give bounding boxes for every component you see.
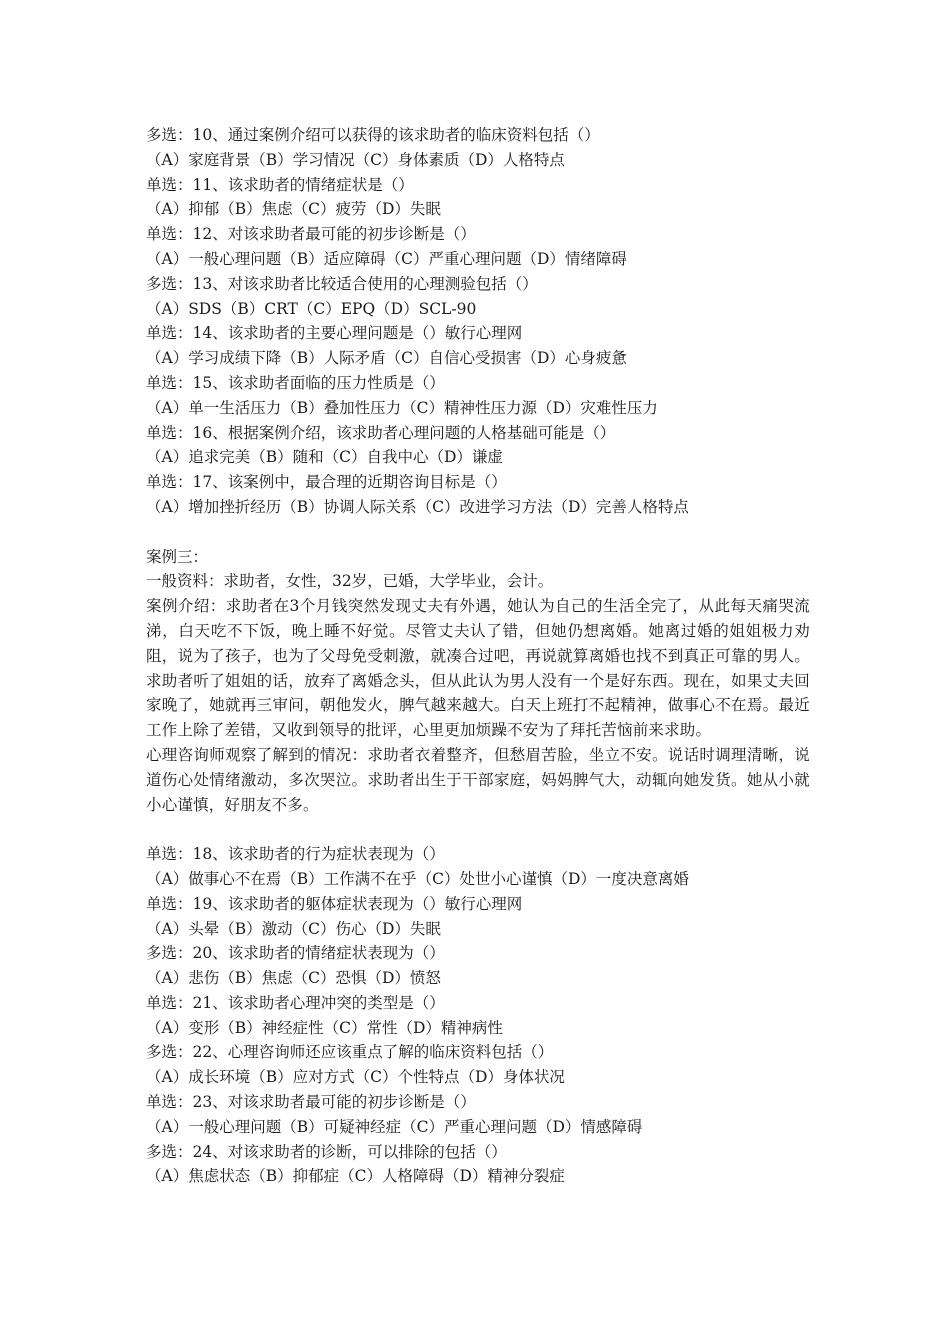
options-20: （A）悲伤（B）焦虑（C）恐惧（D）愤怒 — [146, 969, 441, 988]
question-24: 多选：24、对该求助者的诊断，可以排除的包括（） — [146, 1142, 507, 1161]
options-11: （A）抑郁（B）焦虑（C）疲劳（D）失眠 — [146, 200, 441, 219]
question-block-10-17 — [146, 123, 810, 520]
question-14: 单选：14、该求助者的主要心理问题是（）敏行心理网 — [146, 324, 523, 343]
blank-line — [146, 817, 810, 842]
options-19: （A）头晕（B）激动（C）伤心（D）失眠 — [146, 919, 441, 938]
question-17: 单选：17、该案例中，最合理的近期咨询目标是（） — [146, 473, 507, 492]
options-15: （A）单一生活压力（B）叠加性压力（C）精神性压力源（D）灾难性压力 — [146, 398, 658, 417]
document-body — [146, 123, 810, 1189]
question-21: 单选：21、该求助者心理冲突的类型是（） — [146, 993, 445, 1012]
case-three — [146, 545, 810, 818]
options-13: （A）SDS（B）CRT（C）EPQ（D）SCL-90 — [146, 299, 477, 318]
question-10: 多选：10、通过案例介绍可以获得的该求助者的临床资料包括（） — [146, 126, 600, 144]
question-18: 单选：18、该求助者的行为症状表现为（） — [146, 845, 445, 864]
question-block-18-24 — [146, 842, 810, 1189]
case-observation-paragraph: 心理咨询师观察了解到的情况：求助者衣着整齐，但愁眉苦脸，坐立不安。说话时调理清晰，说道伤心处情绪激动，多次哭泣。求助者出生于干部家庭，妈妈脾气大，动辄向她发货。她从小就小心谨慎，好朋友不多。 — [146, 745, 810, 814]
case-title: 案例三： — [146, 547, 209, 566]
case-general-info: 一般资料：求助者，女性，32岁，已婚，大学毕业，会计。 — [146, 572, 554, 591]
options-18: （A）做事心不在焉（B）工作满不在乎（C）处世小心谨慎（D）一度决意离婚 — [146, 869, 689, 888]
options-23: （A）一般心理问题（B）可疑神经症（C）严重心理问题（D）情感障碍 — [146, 1117, 643, 1136]
question-20: 多选：20、该求助者的情绪症状表现为（） — [146, 944, 445, 963]
options-12: （A）一般心理问题（B）适应障碍（C）严重心理问题（D）情绪障碍 — [146, 249, 627, 268]
options-22: （A）成长环境（B）应对方式（C）个性特点（D）身体状况 — [146, 1068, 565, 1087]
question-11: 单选：11、该求助者的情绪症状是（） — [146, 175, 414, 194]
blank-line — [146, 520, 810, 545]
case-intro-paragraph: 案例介绍：求助者在3个月钱突然发现丈夫有外遇，她认为自己的生活全完了，从此每天痛哭流涕，白天吃不下饭，晚上睡不好觉。尽管丈夫认了错，但她仍想离婚。她离过婚的姐姐极力劝阻，说为了孩子，也为了父母免受刺激，就凑合过吧，再说就算离婚也找不到真正可靠的男人。求助者听了姐姐的话，放弃了离婚念头，但从此认为男人没有一个是好东西。现在，如果丈夫回家晚了，她就再三审问，朝他发火，脾气越来越大。白天上班打不起精神，做事心不在焉。最近工作上除了差错，又收到领导的批评，心里更加烦躁不安为了拜托苦恼前来求助。 — [146, 597, 810, 740]
question-16: 单选：16、根据案例介绍，该求助者心理问题的人格基础可能是（） — [146, 423, 616, 442]
options-10: （A）家庭背景（B）学习情况（C）身体素质（D）人格特点 — [146, 150, 565, 169]
options-14: （A）学习成绩下降（B）人际矛盾（C）自信心受损害（D）心身疲惫 — [146, 349, 627, 368]
options-16: （A）追求完美（B）随和（C）自我中心（D）谦虚 — [146, 448, 503, 467]
options-24: （A）焦虑状态（B）抑郁症（C）人格障碍（D）精神分裂症 — [146, 1167, 565, 1186]
options-21: （A）变形（B）神经症性（C）常性（D）精神病性 — [146, 1018, 503, 1037]
question-23: 单选：23、对该求助者最可能的初步诊断是（） — [146, 1093, 476, 1112]
question-22: 多选：22、心理咨询师还应该重点了解的临床资料包括（） — [146, 1043, 554, 1062]
question-12: 单选：12、对该求助者最可能的初步诊断是（） — [146, 225, 476, 244]
question-19: 单选：19、该求助者的躯体症状表现为（）敏行心理网 — [146, 894, 523, 913]
options-17: （A）增加挫折经历（B）协调人际关系（C）改进学习方法（D）完善人格特点 — [146, 497, 689, 516]
question-15: 单选：15、该求助者面临的压力性质是（） — [146, 373, 445, 392]
question-13: 多选：13、对该求助者比较适合使用的心理测验包括（） — [146, 274, 538, 293]
